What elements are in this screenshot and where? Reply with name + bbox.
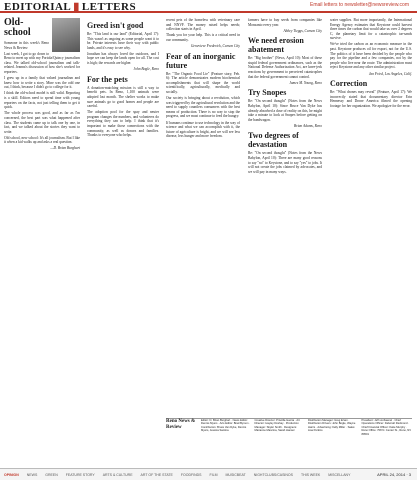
paragraph: Re: "On second thought" (Notes from the News Babylon, April 10): Since Bruce Van Dyke has already absorbed a dose of reality on this, he might take a minute to look at Snopes before getting on the bandwagon.: [248, 99, 322, 122]
letter-signature: Abbey Tieggs, Carson City: [283, 28, 322, 33]
page-number: APRIL 24, 2014 · 3: [377, 472, 411, 477]
paragraph: The whole process was good, and as far as I'm concerned, the best part was what happened after class. The students came up to talk one by one, in fact, and we talked about the stories they want to write.: [4, 111, 80, 134]
paragraph: Last week, I got to go down to Reno to meet up with my Portola/Quincy journalism class. We talked old-school journalism and talk-related. Jeanna's discussion of how she's worked for reporters.: [4, 51, 80, 75]
footer-section-arts[interactable]: ARTS & CULTURE: [102, 472, 133, 477]
footer-section-feature[interactable]: FEATURE STORY: [65, 472, 95, 477]
paragraph: recent pets of the homeless with veterinary care and NNVF. The money raised helps needs; collection starts in April.: [166, 18, 240, 32]
column-5: [330, 18, 412, 110]
footer-section-miscellany[interactable]: MISCELLANY: [328, 472, 351, 477]
footer-section-news[interactable]: NEWS: [26, 472, 38, 477]
paragraph: Thank you for your help. This is a critical need in our community.: [166, 33, 240, 42]
letter-headline: Try Snopes: [248, 88, 287, 98]
staff-column: Creative Director: Priscilla Garcia · Art Director: Hayley Doshay · Production Manager: Skyler Smith · Designers: Marianne Mancina, Sarah Hansel: [254, 419, 300, 433]
paragraph: I grew up in a family that valued journalism and knew how to write a story. Mine was the odd one out, I think, because I didn't go to college for it.: [4, 76, 80, 90]
column-1: [4, 18, 80, 154]
paragraph: Our society is bringing about a revolution, which was triggered by the agricultural revolution and the need to supply countless consumers with the best means of production. There is no way to stop the progress, and we must continue to feed the hungry.: [166, 96, 240, 119]
paragraph: farmers have to buy seeds from companies like Monsanto every year.: [248, 18, 322, 27]
column-3: [166, 18, 240, 140]
column-2: [87, 18, 159, 139]
staff-column: Editor: D. Brian Burghart · News Editor: Dennis Myers · Arts Editor: Brad Bynum · Contributors: Bruce Van Dyke, Dennis Myers, Jessica Santina: [201, 419, 251, 433]
footer-section-green[interactable]: GREEN: [45, 472, 58, 477]
letter-signature: Genevieve Frederick, Carson City: [190, 43, 240, 48]
letter-headline: We need erosion abatement: [248, 36, 304, 55]
footer-section-foodfinds[interactable]: FOODFINDS: [180, 472, 202, 477]
letter-headline: For the pets: [87, 74, 128, 84]
footer-section-opinion[interactable]: OPINION: [4, 472, 19, 477]
staff-column: Distribution Manager: Greg Erwin · Distribution Drivers: John Bogle, Wayne Harris · Advertising: Kelly Miller · Sales: Lisa Perkins: [308, 419, 356, 433]
paragraph: The adoption pool for the spay and neuter program changes the numbers, and volunteers do everything they can to help. I think that it's important to make those connections with the community, as well as donors and families. Thanks to everyone who helps.: [87, 110, 159, 138]
footer-section-this-week[interactable]: THIS WEEK: [300, 472, 321, 477]
paragraph: We've tried the carbon as an economic measure in the past. Keystone produces oil for export, not for the U.S. The politics of it have been decided by the people who pay for the pipeline and a few companies, not by the people who live near the route. The administration must reject Keystone and any other similar project.: [330, 42, 412, 70]
section-title: EDITORIAL ▮ LETTERS: [4, 1, 137, 13]
letter-signature: Jan Fried, Los Angeles, Calif.: [368, 71, 412, 76]
paragraph: Re: "Big brother" (News, April 10): Most of these stupid federal government ordinances, such as the National Defense Authorization Act, are knee-jerk reactions by government to perceived catastrophes that the federal government cannot control.: [248, 56, 322, 79]
title-separator: ▮: [73, 1, 80, 13]
column-4: [248, 18, 322, 176]
byline: —D. Brian Burghart: [50, 146, 80, 151]
section-footer: [0, 468, 417, 480]
paragraph: Re: "This land is our land" (Editorial, April 17): This wasn't as ongoing as some people want it to be. Private interests have their way with public lands, and it's easy to see why.: [87, 32, 159, 50]
footer-section-art-of-state[interactable]: ART OF THE STATE: [140, 472, 173, 477]
footer-section-musicbeat[interactable]: MUSICBEAT: [225, 472, 246, 477]
paragraph: Someone in this week's Reno News & Review: [4, 41, 49, 50]
footer-section-film[interactable]: FILM: [209, 472, 218, 477]
page-header: [0, 0, 417, 13]
publication-logo: Reno News & Review: [166, 419, 196, 430]
paragraph: I think the old-school model is still valid. Reporting is a skill. Editors need to spend time with young reporters on the facts, not just telling them to get it quick.: [4, 91, 80, 110]
paragraph: water supplies. But more importantly, the International Energy Agency estimates that Keystone could harvest three times the carbon that would take us over 2 degrees C, the planetary limit for a catastrophic tar-sands survive.: [330, 18, 412, 41]
column-headline: Old-school: [4, 17, 31, 38]
staff-box: [166, 418, 412, 464]
correction-headline: Correction: [330, 79, 368, 89]
staff-column: President: Jeff vonKaenel · Chief Operations Officer: Deborah Redmond · Chief Financial Officer: Katie Murphy · Reno Office: 708 N. Center St., Reno, NV 89501: [361, 419, 412, 436]
paragraph: Old school, new school: It's all journalism. But I like it when a kid walks up and asks a real question.: [4, 135, 81, 145]
paragraph: Jonathan has always loved the outdoors, and I hope we can keep the lands open for all. The cost is high; the rewards are higher.: [87, 51, 159, 66]
paragraph: Re: "On second thought" (Notes from the News Babylon, April 10): There are many good reasons to say "no" to Keystone, and to say "yes" to jobs. It will not create the jobs claimed by advocates, and we will pay in many ways.: [248, 151, 322, 174]
letter-headline: Two degrees of devastation: [248, 131, 299, 150]
letter-signature: John Bogle, Reno: [133, 67, 159, 72]
letter-headline: Greed isn't good: [87, 21, 144, 30]
paragraph: Re: "The Organic Food Lie" (Feature story, Feb. 6): The article demonstrates modern biochemical accomplishments that will shape the world scientifically, agriculturally, medically and socially.: [166, 71, 240, 94]
email-link[interactable]: Email letters to newsletter@newsreview.com: [310, 2, 409, 8]
letter-signature: Brian Adams, Reno: [294, 123, 322, 128]
paragraph: Re: "What drones may reveal" (Feature, April 17): We incorrectly stated that documentary director Erin Hennessy and Drone America filmed the opening footage for her organization. We apologize for the error.: [330, 90, 412, 108]
footer-section-nightclubs[interactable]: NIGHTCLUBS/CASINOS: [253, 472, 293, 477]
paragraph: A donation-matching mission is still a way to benefit pets. In Reno, 1,100 animals were adopted last month. The shelter works to make sure animals go to good homes and people are careful.: [87, 85, 159, 109]
paragraph: If humans continue to use technology in the way of science and what we can accomplish with it, the future of agriculture is bright, and we will see less disease, less hunger and more freedom.: [166, 120, 240, 139]
letter-signature: James M. Young, Reno: [289, 80, 322, 85]
author-photo: [52, 18, 80, 52]
letter-headline: Fear of an inorganic future: [166, 51, 236, 70]
